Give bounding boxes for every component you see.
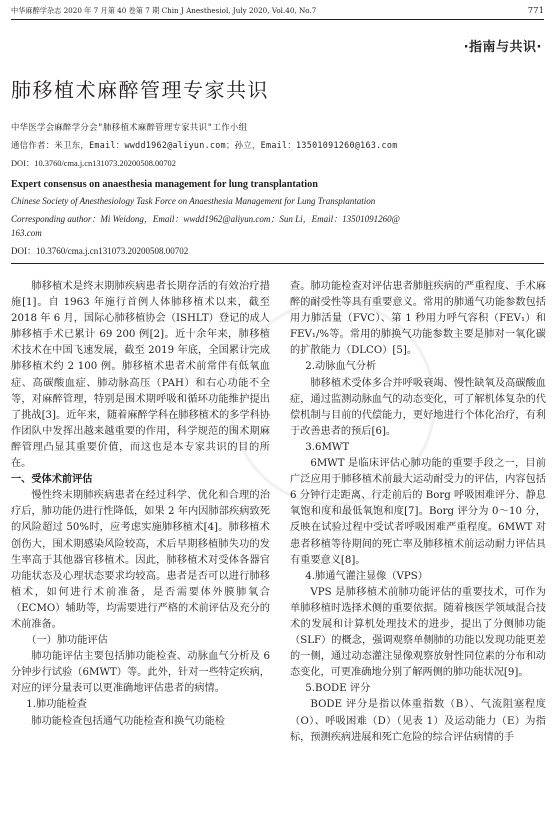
section-label: ·指南与共识·	[463, 40, 542, 55]
journal-line: 中华麻醉学杂志 2020 年 7 月第 40 卷第 7 期 Chin J Anesthesiol, July 2020, Vol.40, No.7	[11, 6, 317, 15]
subheading-blood-gas: 2.动脉血气分析	[305, 361, 377, 373]
english-corresponding-1: Corresponding author：Mi Weidong，Email：wwdd1962@aliyun.com；Sun Li，Email：13501091260@	[11, 214, 400, 224]
paragraph-lung-function: 肺功能评估主要包括肺功能检查、动脉血气分析及 6 分钟步行试验（6MWT）等。此外，针对一些特定疾病，对应的评分量表可以更准确地评估患者的病情。	[11, 651, 270, 695]
subheading-pft: 1.肺功能检查	[26, 699, 87, 711]
paragraph-pft-cont: 查。肺功能检查对评估患者肺脏疾病的严重程度、手术麻醉的耐受性等具有重要意义。常用的肺通气功能参数包括用力肺活量（FVC）、第 1 秒用力呼气容积（FEV₁）和 FEV₁/%等。常用的肺换气功能参数主要是肺对一氧化碳的扩散能力（DLCO）[5]。	[290, 281, 546, 357]
paragraph-vps: VPS 是肺移植术前肺功能评估的重要技术，可作为单肺移植时选择术侧的重要依据。随着核医学领域混合技术的发展和计算机处理技术的进步，提出了分侧肺功能（SLF）的概念，强调观察单侧肺的功能以发现功能更差的一侧，通过动态灌注显像观察放射性同位素的分布和动态变化，可更准确地分别了解两侧的肺功能状况[9]。	[290, 586, 546, 679]
right-column	[290, 279, 546, 746]
subheading-6mwt: 3.6MWT	[305, 441, 350, 453]
header-rule	[11, 19, 544, 20]
english-corresponding-2: 163.com	[11, 228, 42, 238]
paragraph-receptor-eval: 慢性终末期肺疾病患者在经过科学、优化和合理的治疗后，肺功能仍进行性降低，如果 2 年内因肺部疾病致死的风险超过 50%时，应考虑实施肺移植术[4]。肺移植术创伤大，围术期感染风险较高，术后早期移植肺失功的发生率高于其他器官移植术。因此，肺移植术对受体各器官功能状态及心理状态要求均较高。患者是否可以进行肺移植术，如何进行术前准备，是否需要体外膜肺氧合（ECMO）辅助等，均需要进行严格的术前评估及充分的术前准备。	[11, 490, 270, 630]
article-title: 肺移植术麻醉管理专家共识	[11, 78, 269, 102]
paragraph-blood-gas: 肺移植术受体多合并呼吸衰竭、慢性缺氧及高碳酸血症，通过监测动脉血气的动态变化，可了解机体复杂的代偿机制与目前的代偿能力，更好地进行个体化治疗，有利于改善患者的预后[6]。	[290, 377, 546, 437]
abstract-rule	[11, 263, 544, 264]
left-column	[11, 279, 270, 730]
page-number: 771	[527, 6, 544, 16]
journal-header	[11, 6, 544, 16]
section-heading-1: 一、受体术前评估	[11, 474, 93, 486]
english-authors: Chinese Society of Anesthesiology Task Force on Anaesthesia Management for Lung Transplantation	[11, 196, 376, 206]
intro-paragraph: 肺移植术是终末期肺疾病患者长期存活的有效治疗措施[1]。自 1963 年施行首例人体肺移植术以来，截至 2018 年 6 月，国际心肺移植协会（ISHLT）登记的成人肺移植手术已累计 69 200 例[2]。近十余年来，肺移植术技术在中国飞速发展，截至 2019 年底，全国累计完成肺移植术约 2 100 例。肺移植术患者术前常伴有低氧血症、高碳酸血症、肺动脉高压（PAH）和右心功能不全等，对麻醉管理，特别是围术期呼吸和循环功能维护提出了挑战[3]。近年来，随着麻醉学科在肺移植术的多学科协作团队中发挥出越来越重要的作用，科学规范的围术期麻醉管理凸显其重要价值，而这也是本专家共识的目的所在。	[11, 281, 270, 470]
authors-cn: 中华医学会麻醉学分会"肺移植术麻醉管理专家共识"工作小组	[11, 122, 248, 132]
paragraph-6mwt: 6MWT 是临床评估心肺功能的重要手段之一，目前广泛应用于肺移植术前最大运动耐受力的评估，内容包括 6 分钟行走距离、行走前后的 Borg 呼吸困难评分、静息氧饱和度和最低氧饱和度[7]。Borg 评分为 0～10 分，反映在试验过程中受试者呼吸困难严重程度。6MWT 对患者移植等待期间的死亡率及肺移植术前运动耐力评估具有重要意义[8]。	[290, 458, 546, 566]
paragraph-pft: 肺功能检查包括通气功能检查和换气功能检	[31, 715, 225, 727]
doi-en: DOI：10.3760/cma.j.cn131073.20200508.00702	[11, 246, 189, 256]
paragraph-bode: BODE 评分是指以体重指数（B）、气流阻塞程度（O）、呼吸困难（D）（见表 1）及运动能力（E）为指标，预测疾病进展和死亡危险的综合评估病情的手	[290, 699, 546, 743]
subheading-bode: 5.BODE 评分	[305, 683, 371, 695]
subheading-lung-function: （一）肺功能评估	[26, 635, 108, 647]
doi-cn: DOI：10.3760/cma.j.cn131073.20200508.00702	[11, 159, 176, 168]
corresponding-cn: 通信作者：米卫东，Email：wwdd1962@aliyun.com；孙立，Email：13501091260@163.com	[11, 140, 398, 150]
subheading-vps: 4.肺通气灌注显像（VPS）	[305, 570, 428, 582]
english-title: Expert consensus on anaesthesia management for lung transplantation	[11, 179, 318, 190]
